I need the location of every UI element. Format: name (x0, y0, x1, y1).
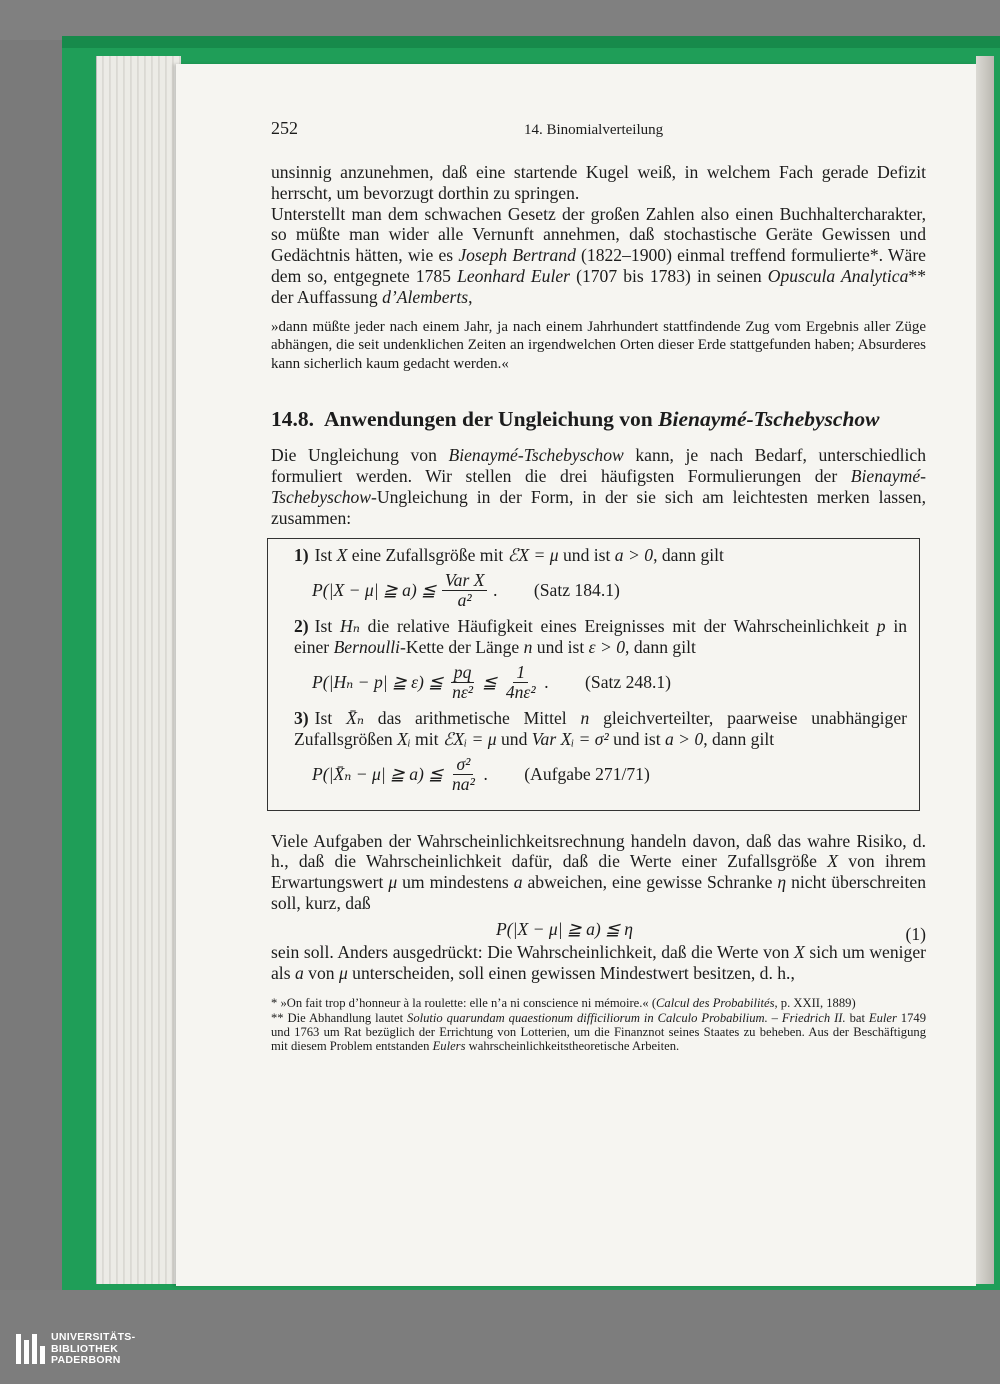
page-stack-edge (96, 56, 181, 1284)
footnote-1: * »On fait trop d’honneur à la roulette: elle n’a ni conscience ni mémoire.« (Calcul des Probabilités, p. XXII, 1889) (271, 996, 856, 1011)
euler-quote: »dann müßte jeder nach einem Jahr, ja nach einem Jahrhundert stattfindende Zug vom Ergebnis aller Züge abhängen, die seit undenklichen Zeiten an irgendwelchen Orten dieser Erde stattgefunden haben; Absurderes kann sicherlich kaum gedacht werden.« (271, 318, 926, 372)
page-number: 252 (271, 118, 298, 138)
formula-3: P(|X̄ₙ − μ| ≧ a) ≦ $\frac{\text{σ²}}{\text{na²}}$ . (Aufgabe 271/71) (312, 754, 650, 795)
section-heading: 14.8. Anwendungen der Ungleichung von Bienaymé-Tschebyschow (271, 407, 880, 432)
reference-satz-248: (Satz 248.1) (585, 672, 672, 693)
running-title: 14. Binomialverteilung (524, 122, 664, 138)
footnotes (271, 996, 926, 1053)
cover-right-edge (976, 56, 994, 1284)
paragraph-3: Die Ungleichung von Bienaymé-Tschebyschow kann, je nach Bedarf, unterschiedlich formuliert werden. Wir stellen die drei häufigsten Formulierungen der Bienaymé-Tschebyschow-Ungleichung in der Form, in der sie sich am leichtesten merken lassen, zusammen: (271, 445, 926, 528)
formula-2: P(|Hₙ − p| ≧ ε) ≦ $\frac{pq}{\text{nε²}}$ ≦ $\frac{1}{\text{4nε²}}$ . (Satz 248.1) (312, 662, 672, 703)
logo-line-2: BIBLIOTHEK (51, 1342, 119, 1355)
equation-number: (1) (905, 923, 926, 944)
scan-background-top (0, 0, 1000, 40)
scan-background-bottom (0, 1290, 1000, 1384)
fraction: $\frac{\text{Var X}}{\text{a²}}$ (442, 571, 488, 610)
paragraph-1: unsinnig anzunehmen, daß eine startende Kugel weiß, in welchem Fach gerade Defizit herrscht, um bevorzugt dorthin zu springen. (271, 162, 926, 203)
logo-line-1: UNIVERSITÄTS- (51, 1331, 136, 1343)
paragraph-2: Unterstellt man dem schwachen Gesetz der großen Zahlen also einen Buchhaltercharakter, so müßte man wider alle Vernunft annehmen, daß stochastische Geräte Gewissen und Gedächtnis hätten, wie es Joseph Bertrand (1822–1900) einmal treffend formulierte*. Wäre dem so, entgegnete 1785 Leonhard Euler (1707 bis 1783) in seinen Opuscula Analytica** der Auffassung d’Alemberts, (271, 203, 926, 307)
library-logo (16, 1332, 135, 1367)
formulation-2: 2) Ist Hₙ die relative Häufigkeit eines Ereignisses mit der Wahrscheinlichkeit p in einer Bernoulli-Kette der Länge n und ist ε > 0, dann gilt (294, 615, 908, 657)
footnote-2: ** Die Abhandlung lautet Solutio quarundam quaestionum difficiliorum in Calculo Probabilium. – Friedrich II. bat Euler 1749 und 1763 um Rat bezüglich der Errichtung von Lotterien, um die Finanznot seines Staates zu beheben. Aus der Beschäftigung mit diesem Problem entstanden Eulers wahrscheinlichkeitstheoretische Arbeiten. (271, 1010, 926, 1053)
equation-1: P(|X − μ| ≧ a) ≦ η (1) (496, 918, 926, 944)
fraction: $\frac{\text{σ²}}{\text{na²}}$ (452, 754, 475, 795)
paragraph-4: Viele Aufgaben der Wahrscheinlichkeitsrechnung handeln davon, daß das wahre Risiko, d. h., daß die Wahrscheinlichkeit dafür, daß die Werte einer Zufallsgröße X von ihrem Erwartungswert μ um mindestens a abweichen, eine gewisse Schranke η nicht überschreiten soll, kurz, daß (271, 830, 926, 913)
formulation-1: 1) Ist X eine Zufallsgröße mit ℰX = μ und ist a > 0, dann gilt (294, 544, 724, 565)
paragraph-5: sein soll. Anders ausgedrückt: Die Wahrscheinlichkeit, daß die Werte von X sich um weniger als a von μ unterscheiden, soll einen gewissen Mindestwert besitzen, d. h., (271, 941, 927, 983)
page-content (271, 116, 926, 1053)
reference-satz-184: (Satz 184.1) (533, 580, 620, 601)
inequality-box (267, 538, 920, 811)
fraction: $\frac{pq}{\text{nε²}}$ (452, 662, 474, 703)
library-logo-icon (16, 1334, 45, 1364)
formula-1: P(|X − μ| ≧ a) ≦ $\frac{\text{Var X}}{\text{a²}}$ . (Satz 184.1) (312, 570, 620, 611)
page-header (271, 116, 926, 142)
logo-line-3: PADERBORN (51, 1354, 121, 1366)
formulation-3: 3) Ist X̄ₙ das arithmetische Mittel n gleichverteilter, paarweise unabhängiger Zufallsgrößen Xᵢ mit ℰXᵢ = μ und Var Xᵢ = σ² und ist a > 0, dann gilt (294, 707, 907, 749)
reference-aufgabe-271: (Aufgabe 271/71) (524, 764, 650, 785)
fraction: $\frac{1}{\text{4nε²}}$ (505, 662, 536, 703)
